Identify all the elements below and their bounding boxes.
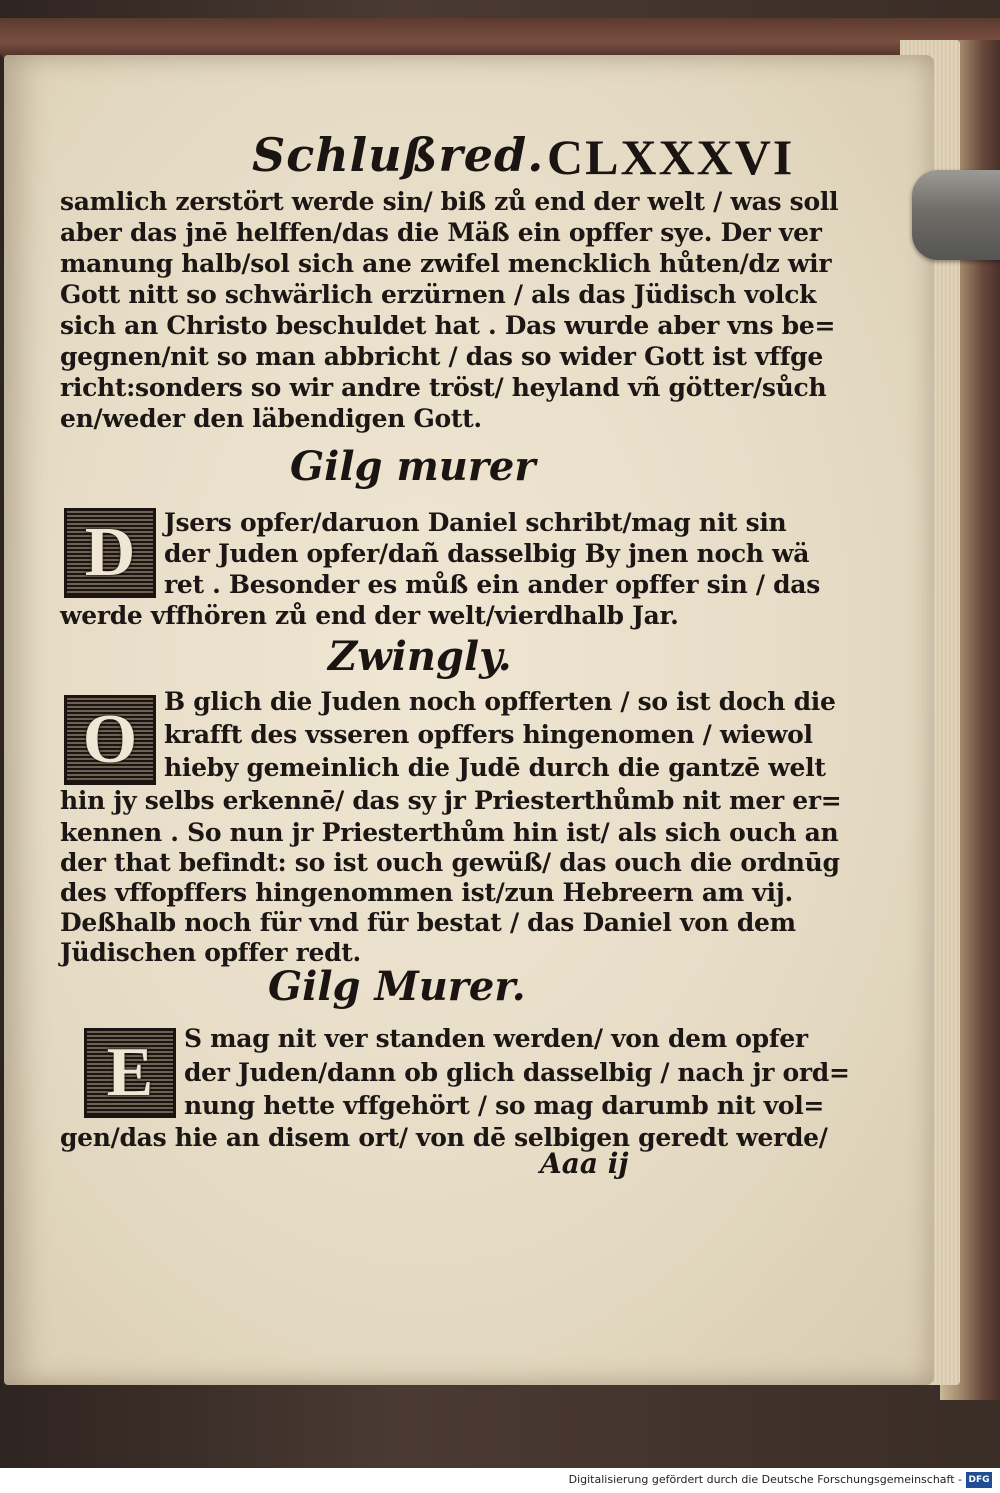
text-line: aber das jnē helffen/das die Mäß ein opffer sye. Der ver [60,218,822,247]
decorated-initial [64,508,156,598]
text-line: B glich die Juden noch opfferten / so ist doch die [164,687,836,716]
folio-number: CLXXXVI [547,129,795,185]
footer-bar [0,1468,1000,1493]
footer-credit: Digitalisierung gefördert durch die Deutsche Forschungsgemeinschaft - [568,1473,962,1486]
text-line: manung halb/sol sich ane zwifel mencklich hůten/dz wir [60,249,832,278]
text-line: nung hette vffgehört / so mag darumb nit vol= [184,1091,825,1120]
text-line: sich an Christo beschuldet hat . Das wurde aber vns be= [60,311,836,340]
text-line: der Juden/dann ob glich dasselbig / nach jr ord= [184,1058,850,1087]
text-line: ret . Besonder es můß ein ander opffer sin / das [164,570,820,599]
text-line: kennen . So nun jr Priesterthům hin ist/ als sich ouch an [60,818,839,847]
text-line: Jüdischen opffer redt. [60,938,361,967]
text-line: gegnen/nit so man abbricht / das so wider Gott ist vffge [60,342,823,371]
dfg-logo-icon[interactable]: DFG [966,1472,992,1488]
signature-mark: Aaa ij [540,1147,629,1180]
text-line: S mag nit ver standen werden/ von dem opfer [184,1024,808,1053]
initial-letter: E [106,1034,154,1111]
decorated-initial [64,695,156,785]
text-line: Gott nitt so schwärlich erzürnen / als das Jüdisch volck [60,280,817,309]
section-heading: Gilg Murer. [268,963,526,1010]
text-line: richt:sonders so wir andre tröst/ heyland vñ götter/sůch [60,373,827,402]
running-head [252,128,832,188]
text-line: gen/das hie an disem ort/ von dē selbigen geredt werde/ [60,1123,828,1152]
text-line: werde vffhören zů end der welt/vierdhalb Jar. [60,601,679,630]
initial-letter: D [84,514,136,591]
text-line: hieby gemeinlich die Judē durch die gantzē welt [164,753,826,782]
clamp-tab [912,170,1000,260]
decorated-initial [84,1028,176,1118]
book-top-edge [0,18,1000,58]
section-heading: Zwingly. [328,633,512,680]
text-line: der Juden opfer/dañ dasselbig By jnen noch wä [164,539,810,568]
text-line: hin jy selbs erkennē/ das sy jr Priesterthůmb nit mer er= [60,786,842,815]
text-line: en/weder den läbendigen Gott. [60,404,482,433]
text-line: des vffopffers hingenommen ist/zun Hebreern am vij. [60,878,793,907]
section-heading: Gilg murer [290,443,536,490]
text-line: Deßhalb noch für vnd für bestat / das Daniel von dem [60,908,796,937]
initial-letter: O [82,701,138,778]
text-line: samlich zerstört werde sin/ biß zů end der welt / was soll [60,187,839,216]
text-line: krafft des vsseren opffers hingenomen / wiewol [164,720,813,749]
text-line: Jsers opfer/daruon Daniel schribt/mag nit sin [164,508,787,537]
running-head-title: Schlußred. [252,128,545,182]
text-line: der that befindt: so ist ouch gewüß/ das ouch die ordnūg [60,848,840,877]
